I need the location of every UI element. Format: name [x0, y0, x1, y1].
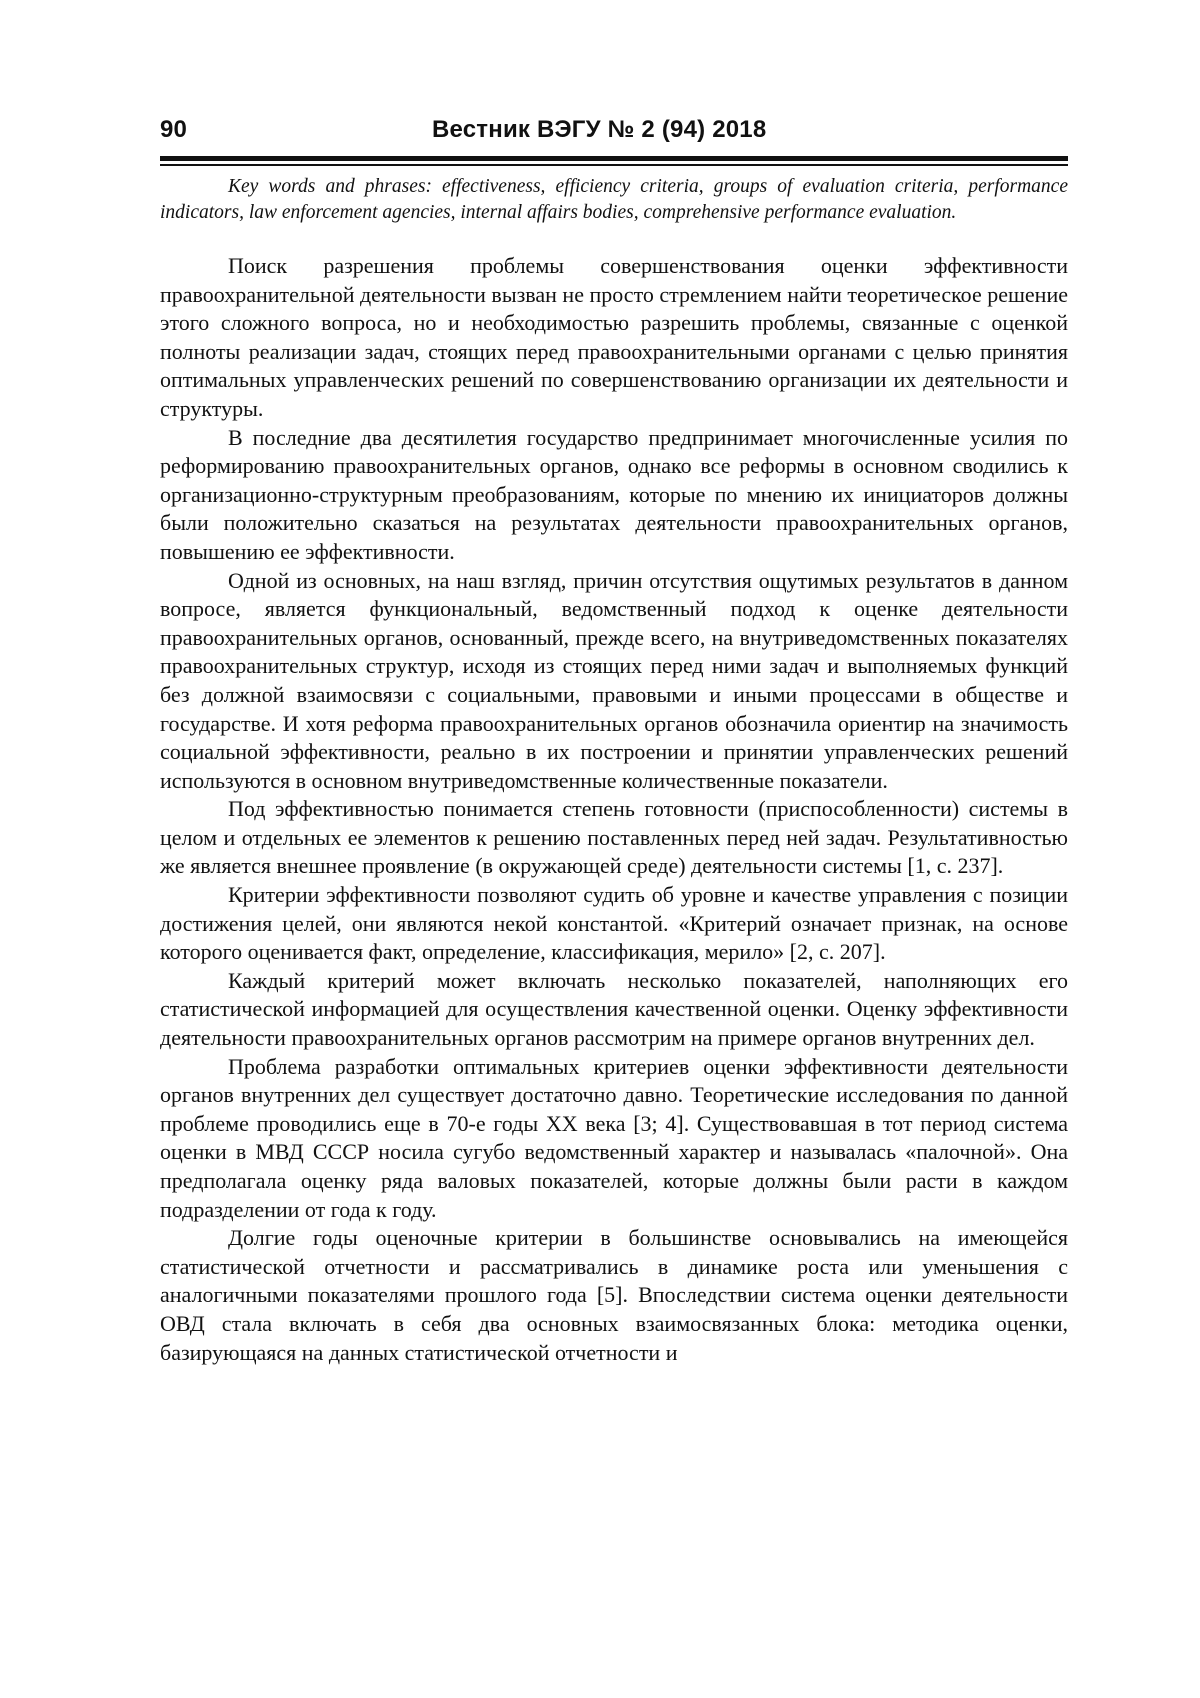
body-paragraph: Поиск разрешения проблемы совершенствования оценки эффективности правоохранительной деятельности вызван не просто стремлением найти теоретическое решение этого сложного вопроса, но и необходимостью разрешить проблемы, связанные с оценкой полноты реализации задач, стоящих перед правоохранительными органами с целью принятия оптимальных управленческих решений по совершенствованию организации их деятельности и структуры. [160, 253, 1068, 421]
page-number: 90 [160, 116, 188, 143]
header-rule-thin [160, 164, 1068, 166]
body-paragraph: Критерии эффективности позволяют судить об уровне и качестве управления с позиции достижения целей, они являются некой константой. «Критерий означает признак, на основе которого оценивается факт, определение, классификация, мерило» [2, с. 207]. [160, 882, 1068, 965]
body-paragraph: Под эффективностью понимается степень готовности (приспособленности) системы в целом и отдельных ее элементов к решению поставленных перед ней задач. Результативностью же является внешнее проявление (в окружающей среде) деятельности системы [1, с. 237]. [160, 796, 1068, 879]
journal-title: Вестник ВЭГУ № 2 (94) 2018 [432, 116, 767, 143]
body-paragraph: Одной из основных, на наш взгляд, причин отсутствия ощутимых результатов в данном вопросе, является функциональный, ведомственный подход к оценке деятельности правоохранительных органов, основанный, прежде всего, на внутриведомственных показателях правоохранительных структур, исходя из стоящих перед ними задач и выполняемых функций без должной взаимосвязи с социальными, правовыми и иными процессами в обществе и государстве. И хотя реформа правоохранительных органов обозначила ориентир на значимость социальной эффективности, реально в их построении и принятии управленческих решений используются в основном внутриведомственные количественные показатели. [160, 567, 1068, 793]
body-paragraph: Проблема разработки оптимальных критериев оценки эффективности деятельности органов внутренних дел существует достаточно давно. Теоретические исследования по данной проблеме проводились еще в 70-е годы XX века [3; 4]. Существовавшая в тот период система оценки в МВД СССР носила сугубо ведомственный характер и называлась «палочной». Она предполагала оценку ряда валовых показателей, которые должны были расти в каждом подразделении от года к году. [160, 1053, 1068, 1222]
body-paragraph: Каждый критерий может включать несколько показателей, наполняющих его статистической информацией для осуществления качественной оценки. Оценку эффективности деятельности правоохранительных органов рассмотрим на примере органов внутренних дел. [160, 967, 1068, 1051]
header-rule-thick [160, 156, 1068, 161]
journal-page [160, 112, 1068, 1367]
running-header [160, 112, 1068, 148]
body-paragraph: В последние два десятилетия государство предпринимает многочисленные усилия по реформированию правоохранительных органов, однако все реформы в основном сводились к организационно-структурным преобразованиям, которые по мнению их инициаторов должны были положительно сказаться на результатах деятельности правоохранительных органов, повышению ее эффективности. [160, 424, 1068, 564]
body-paragraph: Долгие годы оценочные критерии в большинстве основывались на имеющейся статистической отчетности и рассматривались в динамике роста или уменьшения с аналогичными показателями прошлого года [5]. Впоследствии система оценки деятельности ОВД стала включать в себя два основных взаимосвязанных блока: методика оценки, базирующаяся на данных статистической отчетности и [160, 1225, 1068, 1365]
keywords-paragraph: Key words and phrases: effectiveness, efficiency criteria, groups of evaluation criteria, performance indicators, law enforcement agencies, internal affairs bodies, comprehensive performance evaluation. [160, 176, 1068, 223]
article-body [160, 252, 1068, 1367]
